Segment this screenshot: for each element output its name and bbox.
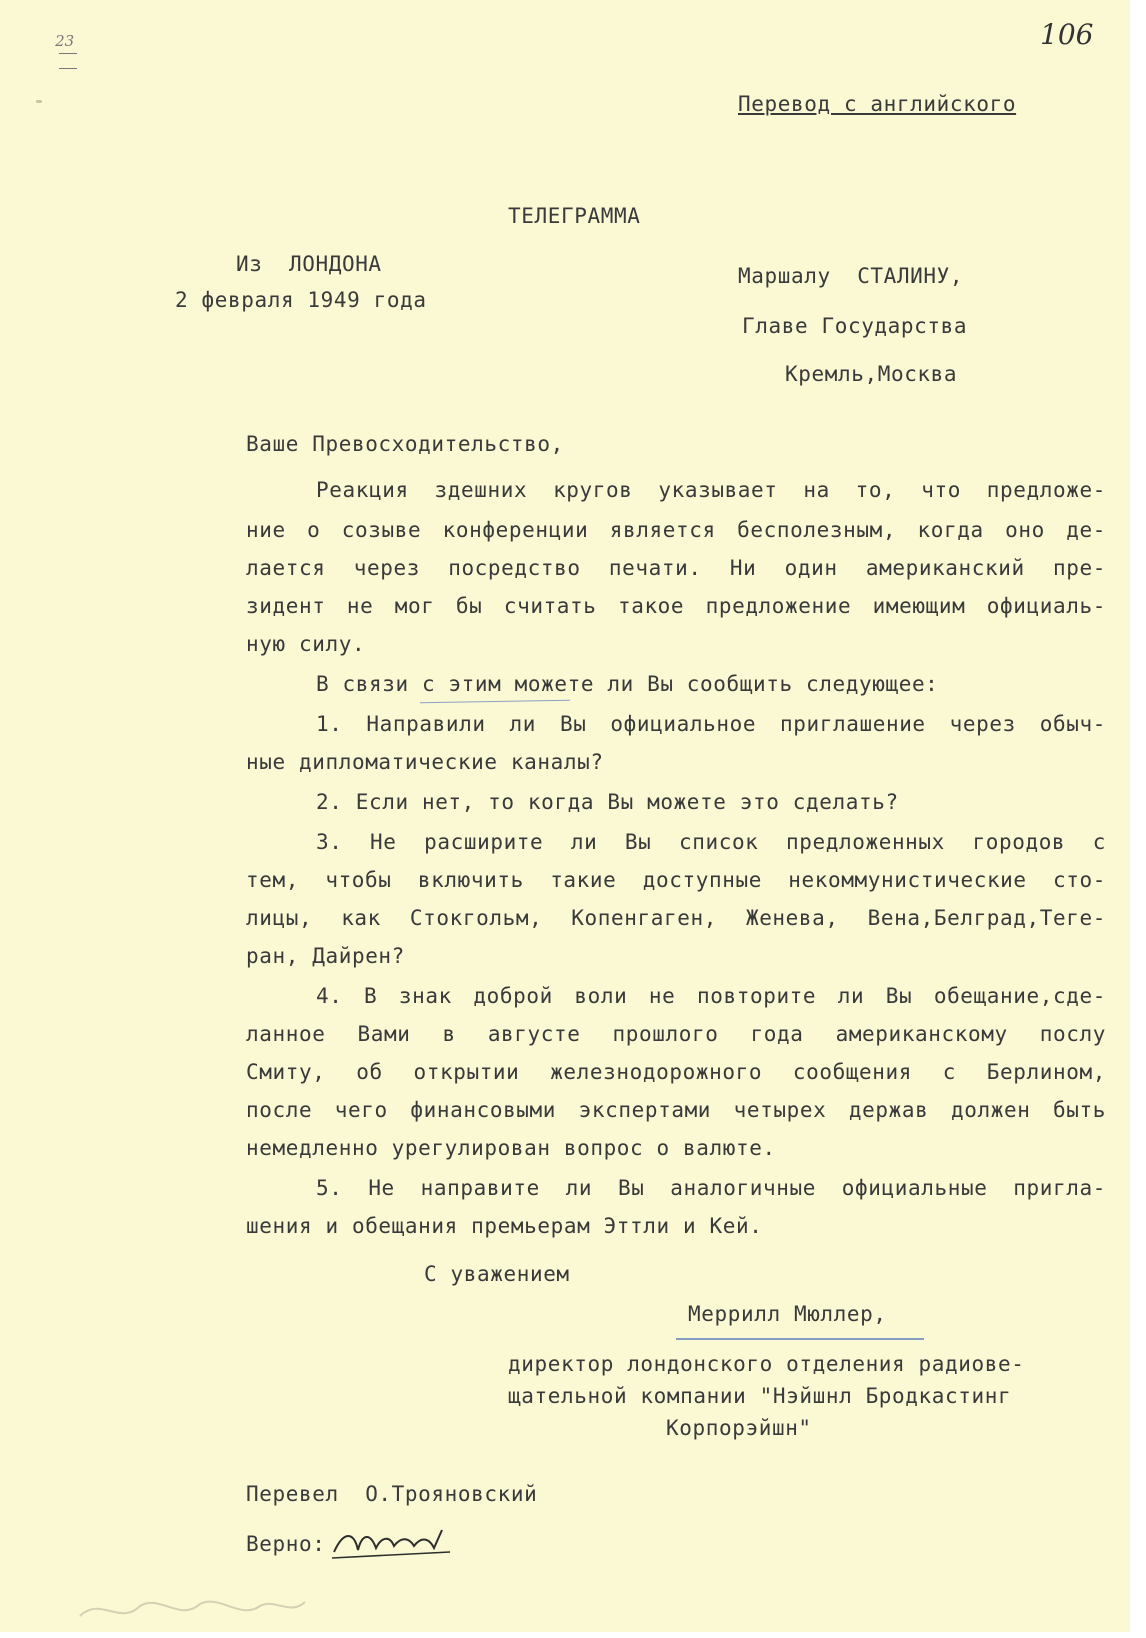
translator-line: Перевел О.Трояновский bbox=[246, 1482, 538, 1506]
addressee-line-2: Главе Государства bbox=[742, 314, 968, 338]
question-line: шения и обещания премьерам Эттли и Кей. bbox=[246, 1214, 763, 1238]
sender-date: 2 февраля 1949 года bbox=[175, 288, 427, 312]
paragraph-line: Реакция здешних кругов указывает на то, что предложе- bbox=[316, 478, 1106, 502]
question-line: 5. Не направите ли Вы аналогичные официальные пригла- bbox=[316, 1176, 1106, 1200]
archive-mark-number: 23 bbox=[55, 32, 75, 50]
paragraph-line: зидент не мог бы считать такое предложение имеющим официаль- bbox=[246, 594, 1106, 618]
question-line: 1. Направили ли Вы официальное приглашение через обыч- bbox=[316, 712, 1106, 736]
signer-title-line: Корпорэйшн" bbox=[666, 1416, 812, 1440]
question-line: после чего финансовыми экспертами четырех держав должен быть bbox=[246, 1098, 1106, 1122]
questions-intro: В связи с этим можете ли Вы сообщить следующее: bbox=[316, 672, 939, 696]
archive-mark-roman bbox=[59, 53, 77, 69]
signer-title-line: директор лондонского отделения радиове- bbox=[508, 1352, 1025, 1376]
question-line: 2. Если нет, то когда Вы можете это сделать? bbox=[316, 790, 899, 814]
question-line: немедленно урегулирован вопрос о валюте. bbox=[246, 1136, 776, 1160]
handwritten-signature bbox=[330, 1524, 460, 1564]
signature-underline bbox=[676, 1338, 924, 1341]
bleed-through-marks bbox=[70, 1576, 320, 1632]
salutation: Ваше Превосходительство, bbox=[246, 432, 564, 456]
signer-name: Меррилл Мюллер, bbox=[688, 1302, 887, 1326]
paragraph-line: ние о созыве конференции является бесполезным, когда оно де- bbox=[246, 518, 1106, 542]
question-line: 3. Не расширите ли Вы список предложенных городов с bbox=[316, 830, 1106, 854]
question-line: лицы, как Стокгольм, Копенгаген, Женева, Вена,Белград,Теге- bbox=[246, 906, 1106, 930]
page-number: 106 bbox=[1040, 18, 1094, 51]
signer-title-line: щательной компании "Нэйшнл Бродкастинг bbox=[508, 1384, 1012, 1408]
punch-mark bbox=[36, 100, 42, 103]
translation-note: Перевод с английского bbox=[738, 92, 1017, 116]
verified-label: Верно: bbox=[246, 1532, 326, 1556]
closing: С уважением bbox=[424, 1262, 570, 1286]
sender-origin: Из ЛОНДОНА bbox=[236, 252, 382, 276]
addressee-line-3: Кремль,Москва bbox=[785, 362, 958, 386]
addressee-line-1: Маршалу СТАЛИНУ, bbox=[738, 264, 964, 288]
paragraph-line: лается через посредство печати. Ни один американский пре- bbox=[246, 556, 1106, 580]
pencil-underline bbox=[420, 700, 570, 705]
question-line: ные дипломатические каналы? bbox=[246, 750, 604, 774]
question-line: Смиту, об открытии железнодорожного сообщения с Берлином, bbox=[246, 1060, 1106, 1084]
archive-mark bbox=[36, 14, 77, 88]
document-type-title: ТЕЛЕГРАММА bbox=[508, 204, 641, 228]
paragraph-line: ную силу. bbox=[246, 632, 366, 656]
question-line: ран, Дайрен? bbox=[246, 944, 405, 968]
question-line: тем, чтобы включить такие доступные некоммунистические сто- bbox=[246, 868, 1106, 892]
question-line: 4. В знак доброй воли не повторите ли Вы обещание,сде- bbox=[316, 984, 1106, 1008]
question-line: ланное Вами в августе прошлого года американскому послу bbox=[246, 1022, 1106, 1046]
